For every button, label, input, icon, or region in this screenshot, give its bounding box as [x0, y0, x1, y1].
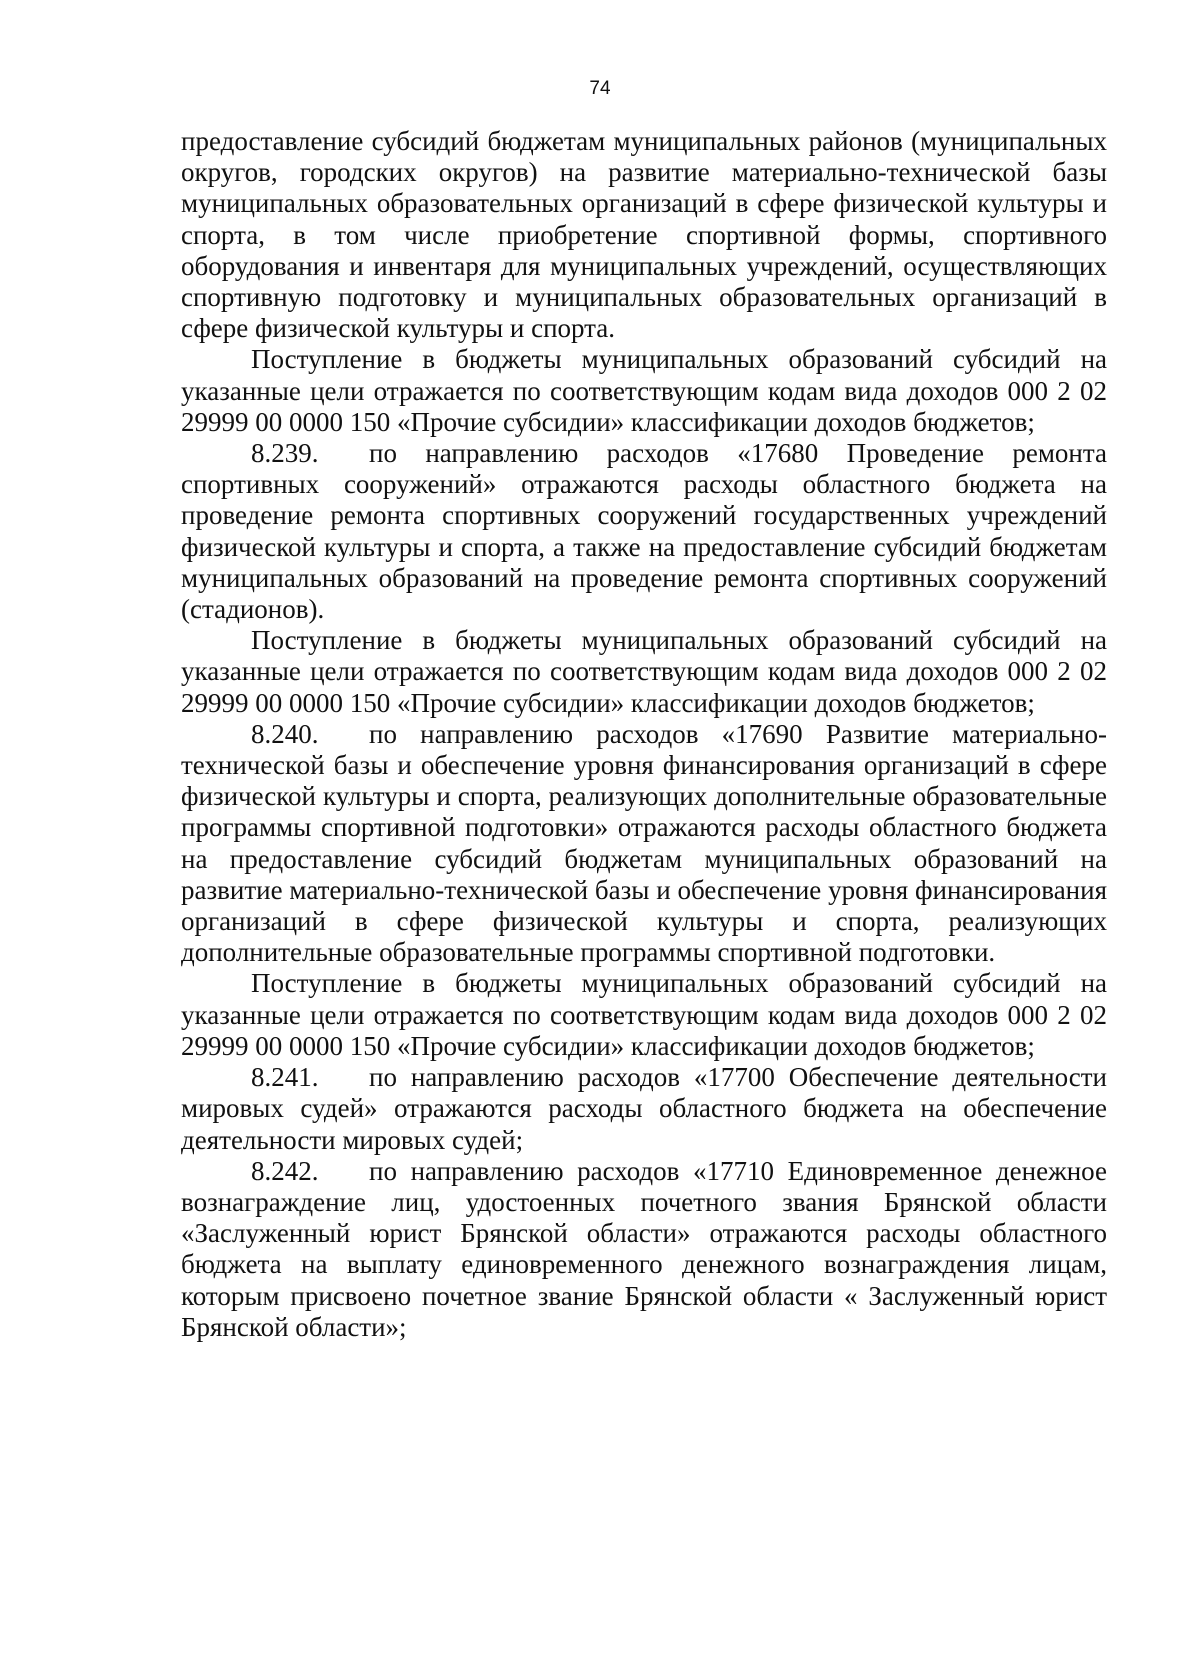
paragraph-text: Поступление в бюджеты муниципальных образований субсидий на указанные цели отражается по соответствующим кодам вида доходов 000 2 02 29999 00 0000 150 «Прочие субсидии» классификации доходов бюджетов; [181, 968, 1107, 1061]
paragraph-revenue-note [181, 625, 1107, 719]
item-number: 8.239. [251, 438, 319, 469]
paragraph-item-8-241 [181, 1062, 1107, 1156]
paragraph-item-8-240 [181, 719, 1107, 969]
paragraph-text: по направлению расходов «17680 Проведение ремонта спортивных сооружений» отражаются расходы областного бюджета на проведение ремонта спортивных сооружений государственных учреждений физической культуры и спорта, а также на предоставление субсидий бюджетам муниципальных образований на проведение ремонта спортивных сооружений (стадионов). [181, 438, 1107, 625]
paragraph-revenue-note [181, 968, 1107, 1062]
paragraph-item-8-239 [181, 438, 1107, 625]
paragraph-text: по направлению расходов «17710 Единовременное денежное вознаграждение лиц, удостоенных почетного звания Брянской области «Заслуженный юрист Брянской области» отражаются расходы областного бюджета на выплату единовременного денежного вознаграждения лицам, которым присвоено почетное звание Брянской области « Заслуженный юрист Брянской области»; [181, 1155, 1107, 1342]
item-number: 8.240. [251, 718, 319, 749]
paragraph-text: по направлению расходов «17690 Развитие материально-технической базы и обеспечение уровня финансирования организаций в сфере физической культуры и спорта, реализующих дополнительные образовательные программы спортивной подготовки» отражаются расходы областного бюджета на предоставление субсидий бюджетам муниципальных образований на развитие материально-технической базы и обеспечение уровня финансирования организаций в сфере физической культуры и спорта, реализующих дополнительные образовательные программы спортивной подготовки. [181, 718, 1107, 968]
paragraph-continuation [181, 126, 1107, 344]
item-number: 8.241. [251, 1062, 319, 1093]
item-number: 8.242. [251, 1155, 319, 1186]
paragraph-text: Поступление в бюджеты муниципальных образований субсидий на указанные цели отражается по соответствующим кодам вида доходов 000 2 02 29999 00 0000 150 «Прочие субсидии» классификации доходов бюджетов; [181, 344, 1107, 437]
document-body [181, 126, 1107, 1343]
paragraph-text: предоставление субсидий бюджетам муниципальных районов (муниципальных округов, городских округов) на развитие материально-технической базы муниципальных образовательных организаций в сфере физической культуры и спорта, в том числе приобретение спортивной формы, спортивного оборудования и инвентаря для муниципальных учреждений, осуществляющих спортивную подготовку и муниципальных образовательных организаций в сфере физической культуры и спорта. [181, 126, 1107, 344]
paragraph-text: по направлению расходов «17700 Обеспечение деятельности мировых судей» отражаются расходы областного бюджета на обеспечение деятельности мировых судей; [181, 1062, 1107, 1155]
paragraph-item-8-242 [181, 1156, 1107, 1343]
paragraph-revenue-note [181, 344, 1107, 438]
paragraph-text: Поступление в бюджеты муниципальных образований субсидий на указанные цели отражается по соответствующим кодам вида доходов 000 2 02 29999 00 0000 150 «Прочие субсидии» классификации доходов бюджетов; [181, 625, 1107, 718]
page-number: 74 [589, 78, 611, 99]
